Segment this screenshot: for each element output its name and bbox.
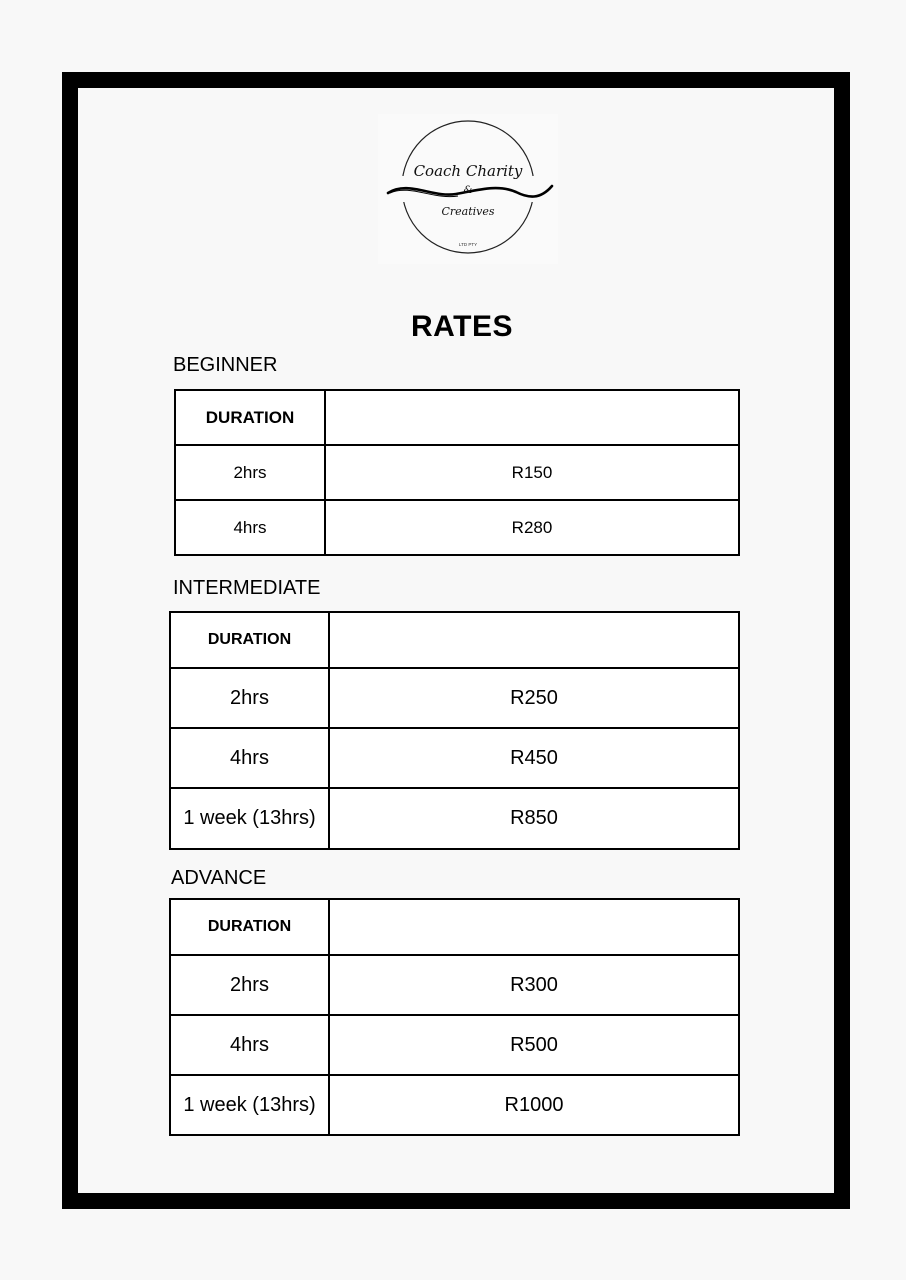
duration-cell: 2hrs xyxy=(170,668,329,728)
price-cell: R150 xyxy=(325,445,739,500)
price-cell: R1000 xyxy=(329,1075,739,1135)
table-row xyxy=(170,955,739,1015)
price-cell: R250 xyxy=(329,668,739,728)
logo-line-1: Coach Charity xyxy=(413,162,523,180)
logo-line-2: & xyxy=(463,185,473,196)
logo-line-4: LTD PTY xyxy=(458,242,478,247)
table-row xyxy=(170,1015,739,1075)
rates-table-advance xyxy=(169,898,740,1136)
page-title: RATES xyxy=(411,310,513,343)
duration-cell: 4hrs xyxy=(170,728,329,788)
duration-header: DURATION xyxy=(170,899,329,955)
duration-cell: 4hrs xyxy=(170,1015,329,1075)
page-border xyxy=(62,72,850,1209)
section-label-beginner: BEGINNER xyxy=(173,354,278,376)
price-cell: R500 xyxy=(329,1015,739,1075)
price-cell: R850 xyxy=(329,788,739,849)
table-header-row xyxy=(175,390,739,445)
duration-cell: 1 week (13hrs) xyxy=(170,788,329,849)
coach-charity-logo xyxy=(378,114,558,264)
logo-emblem xyxy=(378,114,558,264)
price-cell: R280 xyxy=(325,500,739,555)
price-header-cell xyxy=(329,612,739,668)
price-header-cell xyxy=(325,390,739,445)
table-row xyxy=(170,1075,739,1135)
section-label-advance: ADVANCE xyxy=(171,867,267,889)
logo-line-3: Creatives xyxy=(441,205,495,218)
duration-cell: 1 week (13hrs) xyxy=(170,1075,329,1135)
price-cell: R450 xyxy=(329,728,739,788)
duration-header: DURATION xyxy=(170,612,329,668)
duration-cell: 2hrs xyxy=(175,445,325,500)
duration-header: DURATION xyxy=(175,390,325,445)
table-row xyxy=(170,668,739,728)
table-row xyxy=(170,728,739,788)
page-content xyxy=(78,88,834,1193)
section-label-intermediate: INTERMEDIATE xyxy=(173,577,321,599)
price-cell: R300 xyxy=(329,955,739,1015)
table-header-row xyxy=(170,899,739,955)
duration-cell: 4hrs xyxy=(175,500,325,555)
table-row xyxy=(170,788,739,849)
duration-cell: 2hrs xyxy=(170,955,329,1015)
rates-table-beginner xyxy=(174,389,740,556)
table-header-row xyxy=(170,612,739,668)
table-row xyxy=(175,500,739,555)
price-header-cell xyxy=(329,899,739,955)
rates-table-intermediate xyxy=(169,611,740,850)
table-row xyxy=(175,445,739,500)
